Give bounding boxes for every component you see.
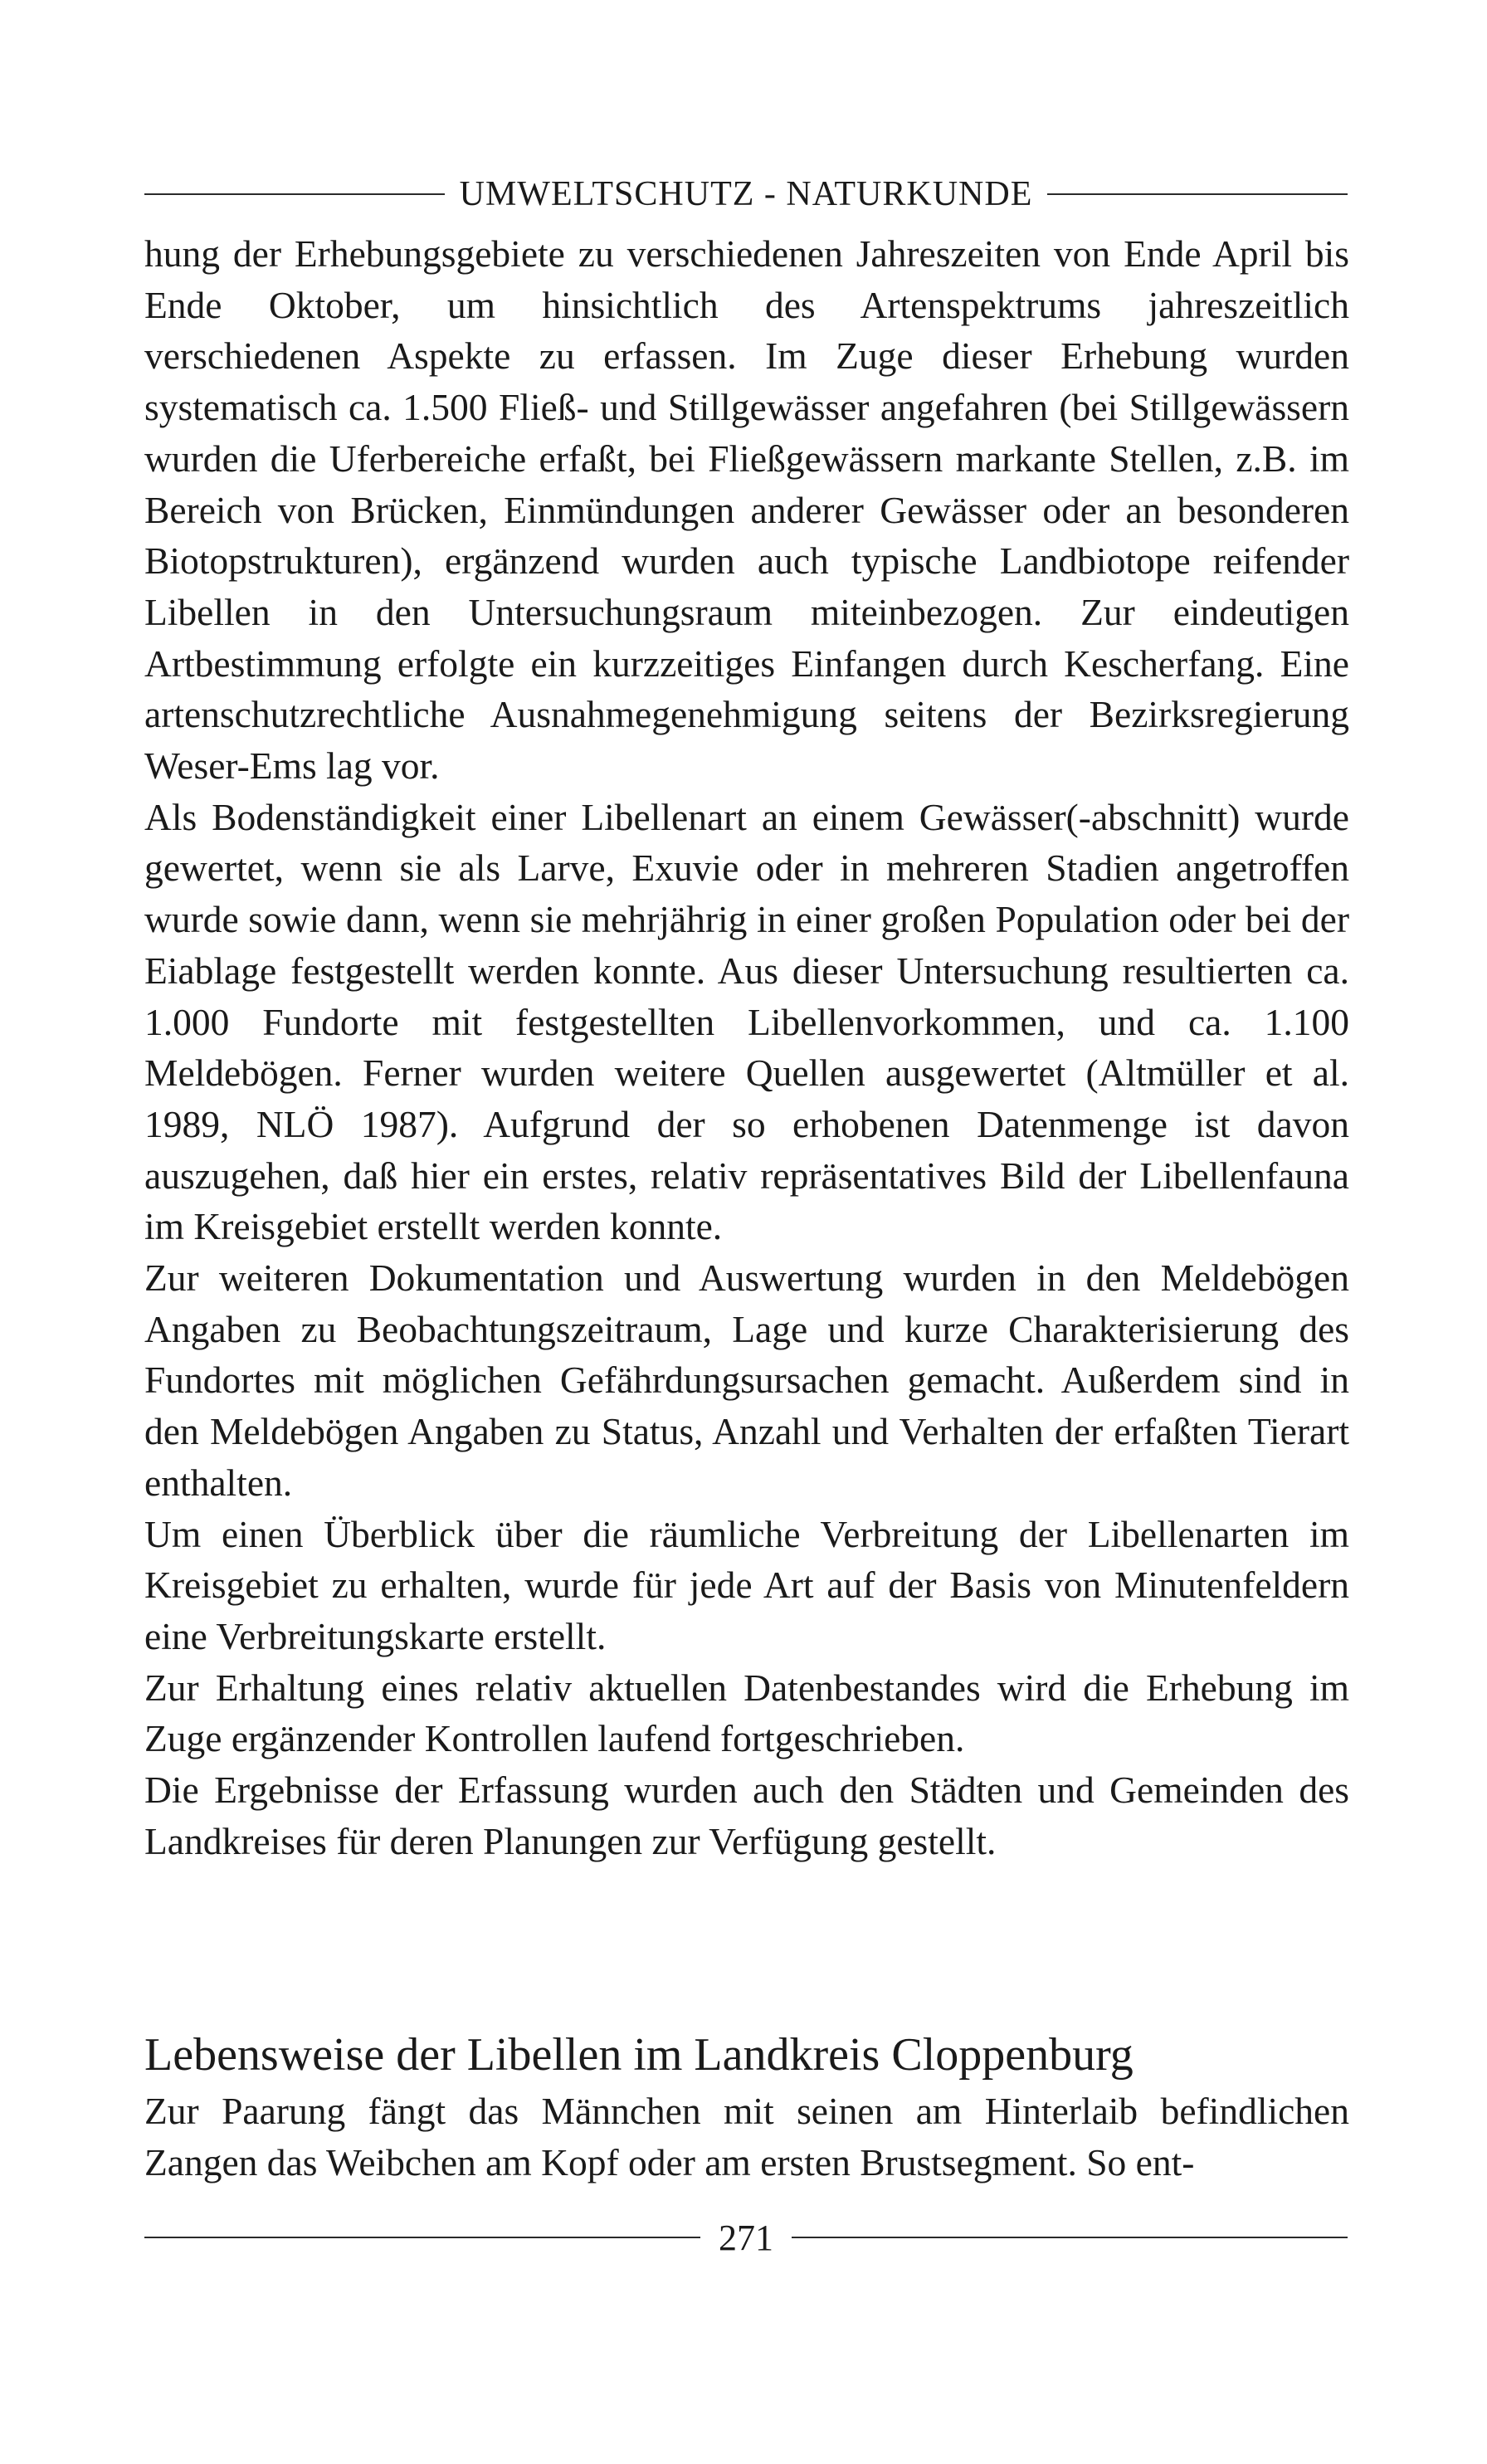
section-text bbox=[144, 2086, 1349, 2188]
page-footer bbox=[144, 2211, 1348, 2264]
running-header bbox=[144, 169, 1348, 219]
footer-rule-right bbox=[792, 2237, 1348, 2238]
body-text bbox=[144, 228, 1349, 1867]
paragraph-distribution-maps: Um einen Überblick über die räumliche Verbreitung der Libellenarten im Kreisgebiet zu erhalten, wurde für jede Art auf der Basis von Minutenfeldern eine Verbreitungskarte erstellt. bbox=[144, 1512, 1349, 1657]
header-rule-left bbox=[144, 193, 445, 195]
paragraph-documentation: Zur weiteren Dokumentation und Auswertung wurden in den Meldebögen Angaben zu Beobachtungszeitraum, Lage und kurze Charakterisierung des Fundortes mit möglichen Gefährdungsursachen gemacht. Außerdem sind in den Meldebögen Angaben zu Status, Anzahl und Verhalten der erfaßten Tierart enthalten. bbox=[144, 1256, 1349, 1504]
paragraph-results-shared: Die Ergebnisse der Erfassung wurden auch den Städten und Gemeinden des Landkreises für deren Planungen zur Verfügung gestellt. bbox=[144, 1769, 1349, 1862]
paragraph-data-updates: Zur Erhaltung eines relativ aktuellen Datenbestandes wird die Erhebung im Zuge ergänzender Kontrollen laufend fortgeschrieben. bbox=[144, 1666, 1349, 1760]
paragraph-mating: Zur Paarung fängt das Männchen mit seinen am Hinterlaib befindlichen Zangen das Weibchen am Kopf oder am ersten Brustsegment. So ent- bbox=[144, 2090, 1349, 2183]
paragraph-indigenous-criteria: Als Bodenständigkeit einer Libellenart an einem Gewässer(-abschnitt) wurde gewertet, wenn sie als Larve, Exuvie oder in mehreren Stadien angetroffen wurde sowie dann, wenn sie mehrjährig in einer großen Population oder bei der Eiablage festgestellt werden konnte. Aus dieser Untersuchung resultierten ca. 1.000 Fundorte mit festgestellten Libellenvorkommen, und ca. 1.100 Meldebögen. Ferner wurden weitere Quellen ausgewertet (Altmüller et al. 1989, NLÖ 1987). Aufgrund der so erhobenen Datenmenge ist davon auszugehen, daß hier ein erstes, relativ repräsentatives Bild der Libellenfauna im Kreisgebiet erstellt werden konnte. bbox=[144, 795, 1349, 1248]
page-number: 271 bbox=[719, 2217, 773, 2258]
footer-rule-left bbox=[144, 2237, 700, 2238]
running-title: UMWELTSCHUTZ - NATURKUNDE bbox=[459, 175, 1033, 213]
header-rule-right bbox=[1047, 193, 1348, 195]
paragraph-survey-period: hung der Erhebungsgebiete zu verschiedenen Jahreszeiten von Ende April bis Ende Oktober, um hinsichtlich des Artenspektrums jahreszeitlich verschiedenen Aspekte zu erfassen. Im Zuge dieser Erhebung wurden systematisch ca. 1.500 Fließ- und Stillgewässer angefahren (bei Stillgewässern wurden die Uferbereiche erfaßt, bei Fließgewässern markante Stellen, z.B. im Bereich von Brücken, Einmündungen anderer Gewässer oder an besonderen Biotopstrukturen), ergänzend wurden auch typische Landbiotope reifender Libellen in den Untersuchungsraum miteinbezogen. Zur eindeutigen Artbestimmung erfolgte ein kurzzeitiges Einfangen durch Kescherfang. Eine artenschutzrechtliche Ausnahmegenehmigung seitens der Bezirksregierung Weser-Ems lag vor. bbox=[144, 232, 1349, 788]
section-heading: Lebensweise der Libellen im Landkreis Cloppenburg bbox=[144, 2029, 1134, 2081]
